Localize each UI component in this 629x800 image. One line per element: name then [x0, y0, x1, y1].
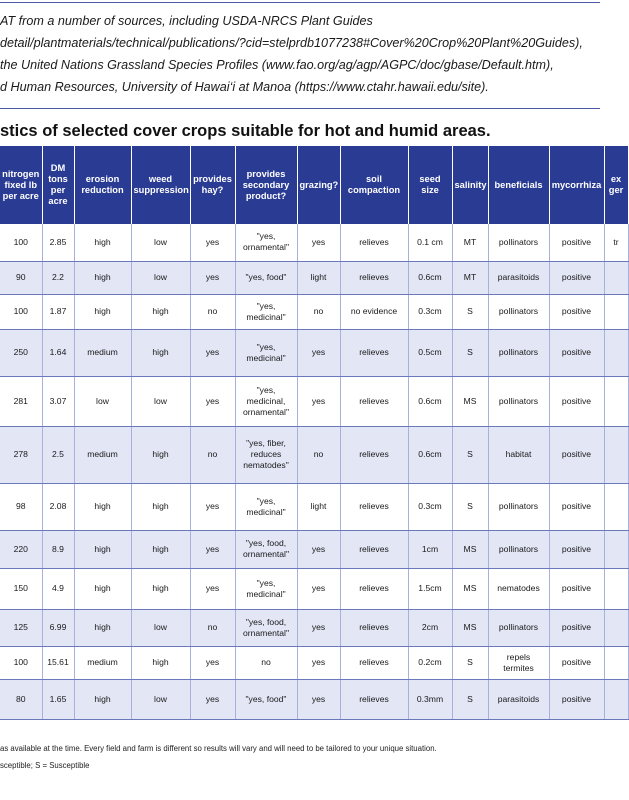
table-cell: positive — [549, 376, 604, 426]
table-cell: 0.1 cm — [408, 224, 452, 261]
table-cell: "yes, medicinal" — [235, 483, 297, 530]
table-cell: high — [74, 609, 131, 646]
source-line-3: the United Nations Grassland Species Profiles (www.fao.org/ag/agp/AGPC/doc/gbase/Default.htm), — [0, 58, 554, 72]
table-cell: 220 — [0, 530, 42, 568]
column-header: soil compaction — [340, 146, 408, 224]
table-cell: yes — [190, 679, 235, 719]
table-cell: low — [131, 679, 190, 719]
table-cell: positive — [549, 483, 604, 530]
table-cell: pollinators — [488, 294, 549, 329]
table-cell: relieves — [340, 483, 408, 530]
table-cell: yes — [297, 646, 340, 679]
column-header: seed size — [408, 146, 452, 224]
table-cell: positive — [549, 679, 604, 719]
table-cell: relieves — [340, 530, 408, 568]
table-cell: yes — [190, 376, 235, 426]
table-cell: positive — [549, 530, 604, 568]
cover-crop-table-wrapper — [0, 146, 624, 734]
table-cell: repels termites — [488, 646, 549, 679]
table-cell: MS — [452, 609, 488, 646]
table-cell: habitat — [488, 426, 549, 483]
table-cell: positive — [549, 568, 604, 609]
source-line-1: AT from a number of sources, including USDA-NRCS Plant Guides — [0, 14, 373, 28]
table-cell: parasitoids — [488, 679, 549, 719]
table-cell: 1.65 — [42, 679, 74, 719]
table-cell: MT — [452, 224, 488, 261]
table-cell: "yes, medicinal" — [235, 329, 297, 376]
table-cell: light — [297, 261, 340, 294]
table-cell: high — [74, 679, 131, 719]
table-cell: 250 — [0, 329, 42, 376]
column-header: mycorrhiza — [549, 146, 604, 224]
table-cell: 15.61 — [42, 646, 74, 679]
column-header: salinity — [452, 146, 488, 224]
table-row — [0, 376, 628, 426]
table-row — [0, 609, 628, 646]
table-row — [0, 530, 628, 568]
table-cell: yes — [297, 376, 340, 426]
table-cell: tr — [604, 224, 628, 261]
table-cell: light — [297, 483, 340, 530]
table-cell: MS — [452, 568, 488, 609]
table-cell: "yes, ornamental" — [235, 224, 297, 261]
table-cell: 0.3cm — [408, 483, 452, 530]
table-cell: no — [297, 426, 340, 483]
table-cell: parasitoids — [488, 261, 549, 294]
table-row — [0, 329, 628, 376]
table-cell: 0.6cm — [408, 376, 452, 426]
table-cell: 2.85 — [42, 224, 74, 261]
table-cell: S — [452, 679, 488, 719]
table-cell: 8.9 — [42, 530, 74, 568]
table-cell: yes — [190, 224, 235, 261]
column-header: provides hay? — [190, 146, 235, 224]
table-cell: "yes, food" — [235, 261, 297, 294]
table-cell: 125 — [0, 609, 42, 646]
table-cell: S — [452, 483, 488, 530]
table-cell: high — [131, 568, 190, 609]
table-row — [0, 568, 628, 609]
table-cell: medium — [74, 646, 131, 679]
table-row — [0, 294, 628, 329]
cover-crop-table — [0, 146, 629, 720]
table-cell: 278 — [0, 426, 42, 483]
table-cell: relieves — [340, 679, 408, 719]
table-cell: medium — [74, 426, 131, 483]
table-title: stics of selected cover crops suitable for hot and humid areas. — [0, 122, 491, 140]
table-row — [0, 483, 628, 530]
table-cell: "yes, fiber, reduces nematodes" — [235, 426, 297, 483]
table-cell: high — [74, 294, 131, 329]
table-cell: 0.2cm — [408, 646, 452, 679]
footnote-legend: sceptible; S = Susceptible — [0, 761, 90, 770]
table-cell — [604, 376, 628, 426]
table-cell: no — [190, 609, 235, 646]
table-cell: 0.3cm — [408, 294, 452, 329]
table-row — [0, 679, 628, 719]
column-header: beneficials — [488, 146, 549, 224]
source-line-4: d Human Resources, University of Hawai‘i at Manoa (https://www.ctahr.hawaii.edu/site). — [0, 80, 489, 94]
table-cell: pollinators — [488, 609, 549, 646]
table-cell: 1.5cm — [408, 568, 452, 609]
table-cell: positive — [549, 224, 604, 261]
table-cell: 6.99 — [42, 609, 74, 646]
table-cell: yes — [190, 530, 235, 568]
source-note — [0, 10, 600, 98]
table-cell: relieves — [340, 426, 408, 483]
table-cell: "yes, medicinal" — [235, 568, 297, 609]
table-cell: no — [235, 646, 297, 679]
column-header: provides secondary product? — [235, 146, 297, 224]
table-cell: 100 — [0, 294, 42, 329]
table-cell: "yes, food" — [235, 679, 297, 719]
column-header: weed suppression — [131, 146, 190, 224]
table-cell: pollinators — [488, 329, 549, 376]
table-cell: high — [131, 483, 190, 530]
table-cell: yes — [190, 261, 235, 294]
table-cell: 100 — [0, 646, 42, 679]
table-cell: no evidence — [340, 294, 408, 329]
table-cell: low — [131, 609, 190, 646]
table-cell: high — [74, 261, 131, 294]
table-cell: positive — [549, 646, 604, 679]
table-cell: yes — [190, 483, 235, 530]
table-cell — [604, 426, 628, 483]
table-cell: 1.64 — [42, 329, 74, 376]
table-cell: 2.2 — [42, 261, 74, 294]
table-cell: low — [131, 261, 190, 294]
table-cell: 3.07 — [42, 376, 74, 426]
table-cell: yes — [297, 530, 340, 568]
table-cell: "yes, food, ornamental" — [235, 530, 297, 568]
table-cell: positive — [549, 261, 604, 294]
table-cell: 2.5 — [42, 426, 74, 483]
table-cell: S — [452, 294, 488, 329]
table-cell: S — [452, 646, 488, 679]
table-cell: 0.5cm — [408, 329, 452, 376]
table-cell: high — [131, 646, 190, 679]
table-cell: MS — [452, 376, 488, 426]
table-cell — [604, 261, 628, 294]
table-cell: 98 — [0, 483, 42, 530]
table-cell: MT — [452, 261, 488, 294]
table-cell: pollinators — [488, 376, 549, 426]
table-cell: positive — [549, 329, 604, 376]
table-cell: 0.6cm — [408, 261, 452, 294]
table-cell: relieves — [340, 609, 408, 646]
table-cell: 281 — [0, 376, 42, 426]
table-body — [0, 224, 628, 719]
footnote-results: as available at the time. Every field and farm is different so results will vary and will need to be tailored to your unique situation. — [0, 744, 437, 753]
table-cell: pollinators — [488, 483, 549, 530]
table-cell: high — [131, 329, 190, 376]
table-cell: pollinators — [488, 224, 549, 261]
table-cell: yes — [297, 568, 340, 609]
top-rule — [0, 2, 600, 3]
table-row — [0, 426, 628, 483]
table-cell: 150 — [0, 568, 42, 609]
table-cell: positive — [549, 426, 604, 483]
table-cell: nematodes — [488, 568, 549, 609]
table-cell: low — [74, 376, 131, 426]
column-header: grazing? — [297, 146, 340, 224]
table-cell: 1.87 — [42, 294, 74, 329]
table-cell: high — [74, 530, 131, 568]
table-cell — [604, 294, 628, 329]
table-row — [0, 261, 628, 294]
table-cell: 0.3mm — [408, 679, 452, 719]
table-cell: relieves — [340, 224, 408, 261]
header-row — [0, 146, 628, 224]
table-cell: positive — [549, 609, 604, 646]
table-row — [0, 224, 628, 261]
table-cell: "yes, food, ornamental" — [235, 609, 297, 646]
table-cell: no — [190, 426, 235, 483]
table-cell: relieves — [340, 376, 408, 426]
table-cell: pollinators — [488, 530, 549, 568]
table-cell: relieves — [340, 329, 408, 376]
column-header: ex ger — [604, 146, 628, 224]
table-cell — [604, 679, 628, 719]
column-header: erosion reduction — [74, 146, 131, 224]
table-cell: yes — [297, 224, 340, 261]
table-cell: 90 — [0, 261, 42, 294]
table-cell: high — [131, 530, 190, 568]
table-cell: relieves — [340, 646, 408, 679]
table-cell — [604, 530, 628, 568]
table-cell: high — [131, 294, 190, 329]
table-cell: 100 — [0, 224, 42, 261]
table-cell: relieves — [340, 568, 408, 609]
table-cell — [604, 568, 628, 609]
table-cell — [604, 329, 628, 376]
table-cell: S — [452, 329, 488, 376]
table-cell: 0.6cm — [408, 426, 452, 483]
table-cell: yes — [297, 329, 340, 376]
table-cell: relieves — [340, 261, 408, 294]
table-cell — [604, 483, 628, 530]
table-cell: no — [190, 294, 235, 329]
table-cell: 2.08 — [42, 483, 74, 530]
table-cell: high — [131, 426, 190, 483]
table-cell: high — [74, 224, 131, 261]
table-cell: 1cm — [408, 530, 452, 568]
divider-rule — [0, 108, 600, 109]
table-cell — [604, 646, 628, 679]
table-cell: S — [452, 426, 488, 483]
table-cell: high — [74, 568, 131, 609]
table-cell: yes — [190, 568, 235, 609]
table-cell: yes — [190, 646, 235, 679]
table-row — [0, 646, 628, 679]
table-cell: yes — [297, 679, 340, 719]
table-cell: MS — [452, 530, 488, 568]
table-cell: low — [131, 376, 190, 426]
table-cell: positive — [549, 294, 604, 329]
table-cell: "yes, medicinal, ornamental" — [235, 376, 297, 426]
table-cell: no — [297, 294, 340, 329]
table-cell: "yes, medicinal" — [235, 294, 297, 329]
table-cell: yes — [190, 329, 235, 376]
table-cell: high — [74, 483, 131, 530]
table-cell: medium — [74, 329, 131, 376]
table-cell — [604, 609, 628, 646]
column-header: nitrogen fixed lb per acre — [0, 146, 42, 224]
table-cell: 80 — [0, 679, 42, 719]
column-header: DM tons per acre — [42, 146, 74, 224]
table-cell: 2cm — [408, 609, 452, 646]
source-line-2: detail/plantmaterials/technical/publications/?cid=stelprdb1077238#Cover%20Crop%20Plant%20Guides), — [0, 36, 583, 50]
table-cell: yes — [297, 609, 340, 646]
table-cell: low — [131, 224, 190, 261]
table-cell: 4.9 — [42, 568, 74, 609]
